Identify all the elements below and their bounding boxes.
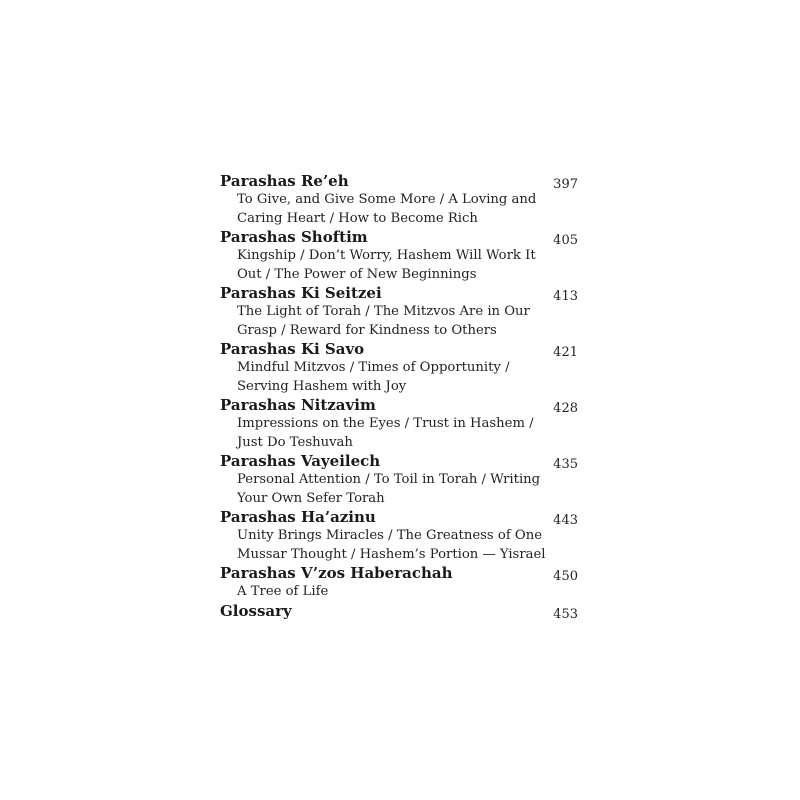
toc-entry-page: 435 bbox=[553, 457, 578, 472]
toc-entry bbox=[220, 452, 580, 508]
toc-entry-description: Mindful Mitzvos / Times of Opportunity / Serving Hashem with Joy bbox=[237, 360, 510, 394]
toc-entry bbox=[220, 564, 580, 602]
toc-entry-title: Parashas Vayeilech bbox=[220, 452, 381, 470]
toc-entry bbox=[220, 172, 580, 228]
toc-entry-description: Kingship / Don’t Worry, Hashem Will Work It Out / The Power of New Beginnings bbox=[237, 248, 536, 282]
toc-entry-description: Unity Brings Miracles / The Greatness of One Mussar Thought / Hashem’s Portion — Yisrael bbox=[237, 528, 546, 562]
toc-entry bbox=[220, 228, 580, 284]
table-of-contents bbox=[220, 172, 580, 621]
toc-entry-title: Parashas Nitzavim bbox=[220, 396, 376, 414]
toc-entry-title: Parashas Shoftim bbox=[220, 228, 368, 246]
toc-entry-page: 428 bbox=[553, 401, 578, 416]
toc-entry bbox=[220, 508, 580, 564]
toc-entry-title: Parashas Ha’azinu bbox=[220, 508, 376, 526]
toc-entry-page: 397 bbox=[553, 177, 578, 192]
toc-entry-page: 453 bbox=[553, 606, 578, 622]
toc-entry-title: Parashas Ki Savo bbox=[220, 340, 365, 358]
toc-entry-description: Personal Attention / To Toil in Torah / Writing Your Own Sefer Torah bbox=[237, 472, 541, 506]
toc-entry bbox=[220, 284, 580, 340]
toc-entry bbox=[220, 340, 580, 396]
toc-entry-title: Glossary bbox=[220, 601, 292, 620]
toc-entry-description: To Give, and Give Some More / A Loving and Caring Heart / How to Become Rich bbox=[237, 192, 537, 226]
toc-entry bbox=[220, 602, 580, 621]
toc-entry-page: 421 bbox=[553, 345, 578, 360]
toc-entry-page: 450 bbox=[553, 569, 578, 584]
toc-entry-page: 413 bbox=[553, 289, 578, 304]
toc-entry-description: The Light of Torah / The Mitzvos Are in Our Grasp / Reward for Kindness to Others bbox=[237, 304, 530, 338]
toc-entry-description: A Tree of Life bbox=[237, 584, 329, 599]
toc-entry-page: 405 bbox=[553, 233, 578, 248]
toc-entry bbox=[220, 396, 580, 452]
toc-entry-title: Parashas Re’eh bbox=[220, 172, 349, 190]
toc-entry-title: Parashas V’zos Haberachah bbox=[220, 564, 453, 582]
toc-entry-description: Impressions on the Eyes / Trust in Hashem / Just Do Teshuvah bbox=[237, 416, 534, 450]
toc-entry-title: Parashas Ki Seitzei bbox=[220, 284, 382, 302]
toc-entry-page: 443 bbox=[553, 513, 578, 528]
